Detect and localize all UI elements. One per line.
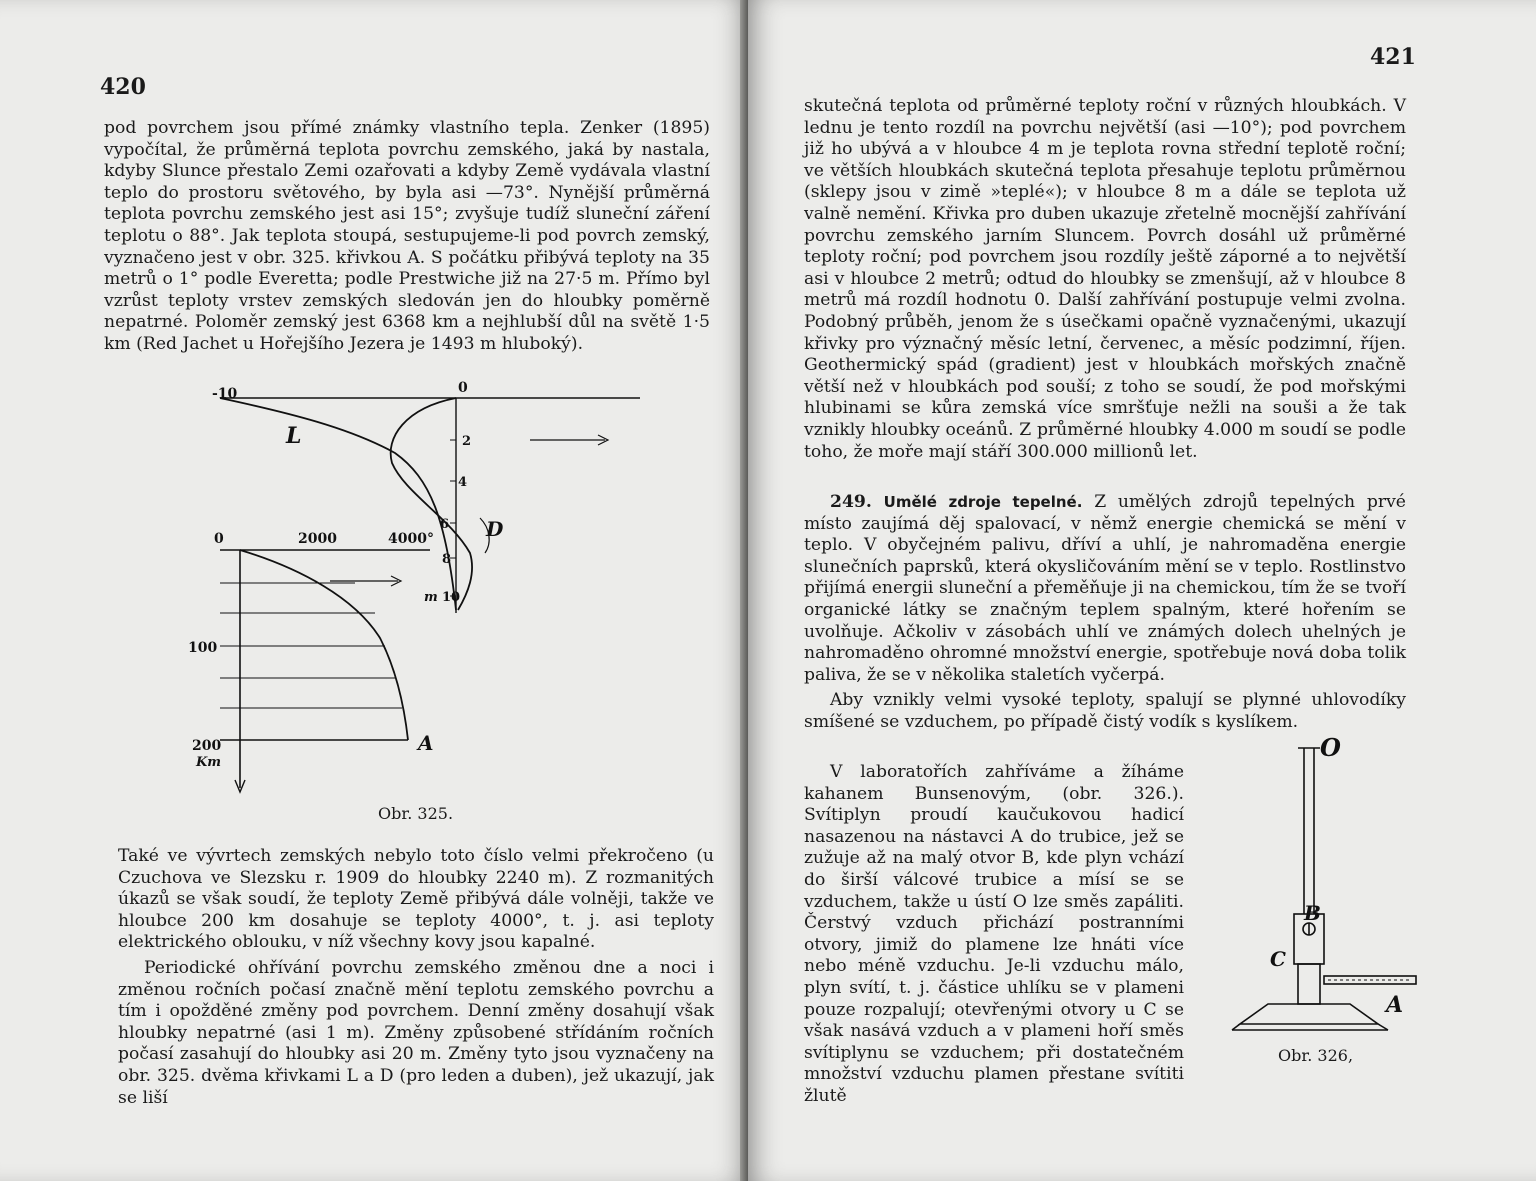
label-minus-10: -10 xyxy=(212,386,238,402)
page-number: 420 xyxy=(100,74,146,100)
section-text: Z umělých zdrojů tepelných prvé místo zaujímá děj spalovací, v němž energie chemická se mění v teplo. V obyčejném palivu, dříví a uhlí, je nahromaděna energie slunečních paprsků, která okysličováním mění se v teplo. Rostlinstvo přijímá energii sluneční a přeměňuje ji na chemickou, tím že se tvoří organické látky se značným teplem spalným, které hořením se uvolňuje. Ačkoliv v zásobách uhlí ve známých dolech uhelných je nahromaděno ohromné množství energie, spotřebuje nová doba tolik paliva, že se v několika staletích vyčerpá. xyxy=(804,492,1406,685)
depth-label: 2 xyxy=(462,434,472,449)
paragraph: V laboratořích zahříváme a žíháme kahanem Bunsenovým, (obr. 326.). Svítiplyn proudí kaučukovou hadicí nasazenou na nástavci A do trubice, jež se zužuje až na malý otvor B, kde plyn vchází do širší válcové trubice a mísí se se vzduchem, takže u ústí O lze směs zapáliti. Čerstvý vzduch přichází postranními otvory, jimiž do plamene lze hnáti více nebo méně vzduchu. Je-li vzduchu málo, plyn svítí, t. j. částice uhlíku se v plameni pouze rozpalují; otevřenými otvory u C se však nasává vzduch a v plameni hoří směs svítiplynu se vzduchem; při dostatečném množství vzduchu plamen přestane svítiti žlutě xyxy=(804,762,1184,1106)
km-label: 100 xyxy=(188,640,218,656)
paragraph: Také ve vývrtech zemských nebylo toto číslo velmi překročeno (u Czuchova ve Slezsku r. 1909 do hloubky 2240 m). Z rozmanitých úkazů se však soudí, že teploty Země přibývá dále volněji, takže ve hloubce 200 km dosahuje se teploty 4000°, t. j. asi teploty elektrického oblouku, v níž všechny kovy jsou kapalné. xyxy=(118,846,714,953)
label-C: C xyxy=(1270,947,1286,971)
left-page xyxy=(0,0,748,1181)
km-unit: Km xyxy=(196,755,222,770)
depth-label: 6 xyxy=(440,517,450,532)
curve-label-A: A xyxy=(418,731,434,755)
figure-caption: Obr. 325. xyxy=(378,804,454,823)
section-paragraph xyxy=(804,492,1406,686)
right-page xyxy=(748,0,1536,1181)
km-label: 200 xyxy=(192,738,222,754)
label-B: B xyxy=(1304,901,1321,925)
paragraph: skutečná teplota od průměrné teploty roční v různých hloubkách. V lednu je tento rozdíl na povrchu největší (asi —10°); pod povrchem již ho ubývá a v hloubce 4 m je teplota rovna střední teplotě roční; ve větších hloubkách skutečná teplota přesahuje teplotu průměrnou (sklepy jsou v zimě »teplé«); v hloubce 8 m a dále se teplota už valně nemění. Křivka pro duben ukazuje zřetelně mocnější zahřívání povrchu zemského jarním Sluncem. Povrch dosáhl už průměrné teploty roční; pod povrchem jsou rozdíly ještě záporné a to největší asi v hloubce 2 metrů; odtud do hloubky se zmenšují, až v hloubce 8 metrů má rozdíl hodnotu 0. Další zahřívání postupuje velmi zvolna. Podobný průběh, jenom že s úsečkami opačně vyznačenými, ukazují křivky pro význačný měsíc letní, červenec, a měsíc podzimní, říjen. Geothermický spád (gradient) jest v hloubkách mořských značně větší než v hloubkách pod souší; z toho se soudí, že pod mořskými hlubinami se kůra zemská více smršťuje nežli na souši a že tak vznikly hloubky oceánů. Z průměrné hloubky 4.000 m soudí se podle toho, že moře mají stáří 300.000 millionů let. xyxy=(804,96,1406,462)
temp-label: 2000 xyxy=(298,531,337,547)
temp-label: 0 xyxy=(214,531,224,547)
figure-caption: Obr. 326, xyxy=(1278,1046,1354,1065)
depth-label: 4 xyxy=(458,475,468,490)
label-zero-top: 0 xyxy=(458,380,468,396)
section-title: Umělé zdroje tepelné. xyxy=(883,493,1083,511)
depth-unit: m xyxy=(424,590,438,605)
paragraph: Aby vznikly velmi vysoké teploty, spalují se plynné uhlovodíky smíšené se vzduchem, po případě čistý vodík s kyslíkem. xyxy=(804,690,1406,732)
temp-label: 4000° xyxy=(388,531,434,547)
paragraph: pod povrchem jsou přímé známky vlastního tepla. Zenker (1895) vypočítal, že průměrná teplota povrchu zemského, jaká by nastala, kdyby Slunce přestalo Zemi ozařovati a kdyby Země vydávala vlastní teplo do prostoru světového, by byla asi —73°. Nynější průměrná teplota povrchu zemského jest asi 15°; zvyšuje tudíž sluneční záření teplotu o 88°. Jak teplota stoupá, sestupujeme-li pod povrch zemský, vyznačeno jest v obr. 325. křivkou A. S počátku přibývá teploty na 35 metrů o 1° podle Everetta; podle Prestwiche již na 27·5 m. Přímo byl vzrůst teploty vrstev zemských sledován jen do hloubky poměrně nepatrné. Poloměr zemský jest 6368 km a nejhlubší důl na světě 1·5 km (Red Jachet u Hořejšího Jezera je 1493 m hluboký). xyxy=(104,118,710,354)
section-number: 249. xyxy=(830,492,872,512)
burner-drawing xyxy=(1232,748,1416,1030)
depth-label: 10 xyxy=(442,590,461,605)
figure-326-bunsen-burner xyxy=(1228,732,1428,1038)
curve-label-L: L xyxy=(286,423,302,449)
label-O: O xyxy=(1320,733,1341,762)
paragraph: Periodické ohřívání povrchu zemského změnou dne a noci i změnou ročních počasí značně mění teplotu zemského povrchu a tím i opožděné změny pod povrchem. Denní změny dosahují však hloubky nepatrné (asi 1 m). Změny způsobené střídáním ročních počasí zasahují do hloubky asi 20 m. Změny tyto jsou vyznačeny na obr. 325. dvěma křivkami L a D (pro leden a duben), jež ukazují, jak se liší xyxy=(118,958,714,1108)
depth-label: 8 xyxy=(442,552,452,567)
figure-325 xyxy=(180,378,650,818)
page-number: 421 xyxy=(1370,44,1416,70)
curve-label-D: D xyxy=(486,517,504,541)
label-A: A xyxy=(1386,992,1404,1018)
